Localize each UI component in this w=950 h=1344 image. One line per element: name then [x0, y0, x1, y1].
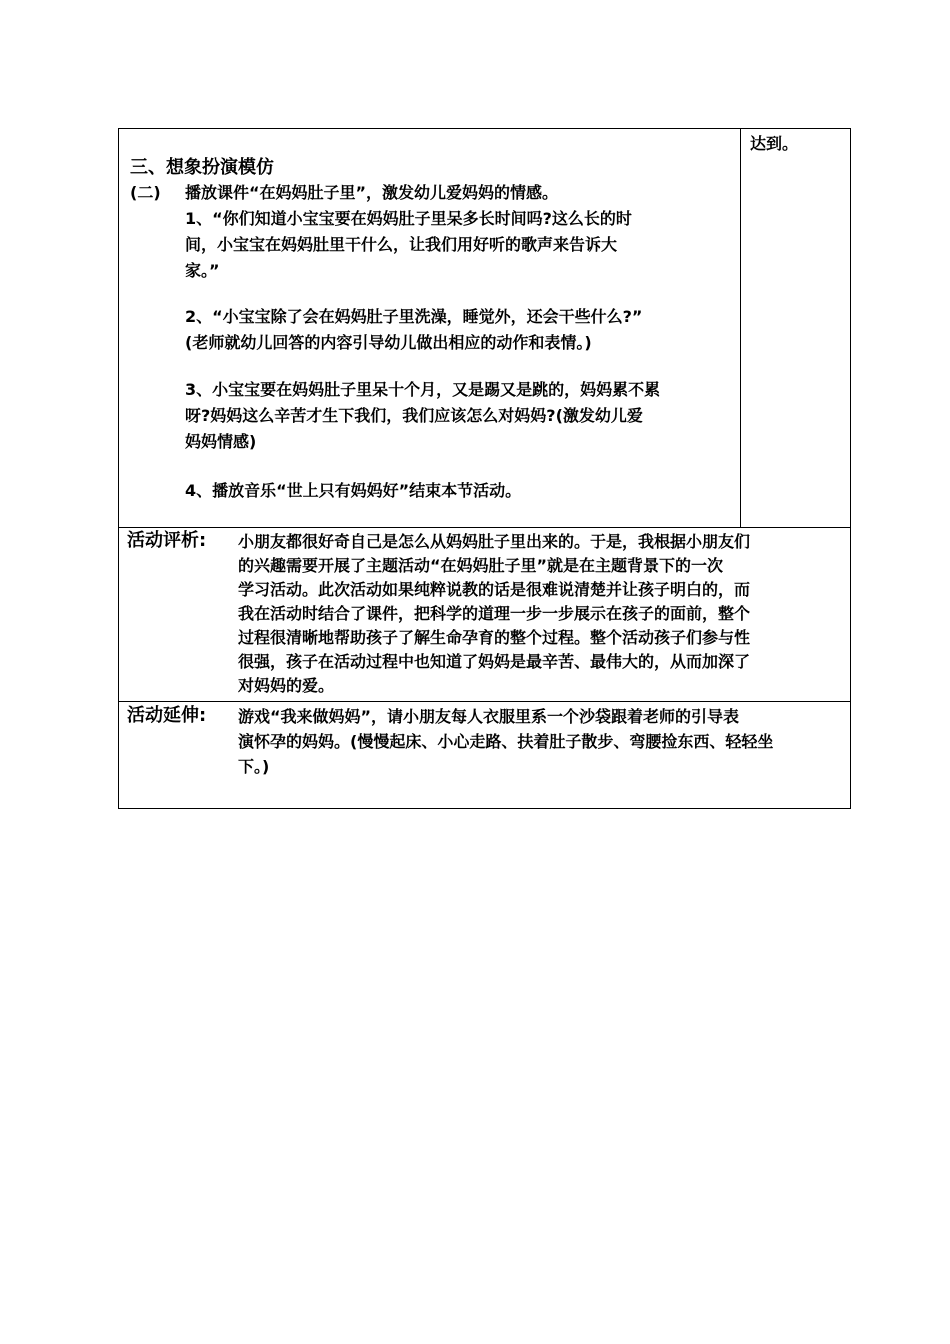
extension-line: 演怀孕的妈妈。(慢慢起床、小心走路、扶着肚子散步、弯腰捡东西、轻轻坐: [238, 732, 774, 751]
item1-line2: 间，小宝宝在妈妈肚里干什么，让我们用好听的歌声来告诉大: [185, 235, 618, 254]
extension-line: 下。): [238, 757, 270, 776]
evaluation-line: 很强，孩子在活动过程中也知道了妈妈是最辛苦、最伟大的，从而加深了: [238, 652, 751, 671]
extension-line: 游戏“我来做妈妈”，请小朋友每人衣服里系一个沙袋跟着老师的引导表: [238, 707, 740, 726]
item3-line2: 呀?妈妈这么辛苦才生下我们，我们应该怎么对妈妈?(激发幼儿爱: [185, 406, 643, 425]
evaluation-label: 活动评析:: [127, 530, 207, 551]
evaluation-line: 过程很清晰地帮助孩子了解生命孕育的整个过程。整个活动孩子们参与性: [238, 628, 751, 647]
right-note: 达到。: [750, 134, 799, 153]
item2-line1: 2、“小宝宝除了会在妈妈肚子里洗澡，睡觉外，还会干些什么?”: [185, 307, 643, 326]
evaluation-line: 对妈妈的爱。: [238, 676, 335, 695]
section-title: 三、想象扮演模仿: [130, 157, 274, 178]
row-divider-2: [119, 701, 850, 702]
row-divider-1: [119, 527, 850, 528]
item4: 4、播放音乐“世上只有妈妈好”结束本节活动。: [185, 481, 522, 500]
extension-label: 活动延伸:: [127, 705, 207, 726]
item1-line1: 1、“你们知道小宝宝要在妈妈肚子里呆多长时间吗?这么长的时: [185, 209, 632, 228]
item2-line2: (老师就幼儿回答的内容引导幼儿做出相应的动作和表情。): [185, 333, 592, 352]
sub-text: 播放课件“在妈妈肚子里”，激发幼儿爱妈妈的情感。: [185, 183, 559, 202]
evaluation-line: 小朋友都很好奇自己是怎么从妈妈肚子里出来的。于是，我根据小朋友们: [238, 532, 751, 551]
sub-label: (二): [130, 183, 161, 202]
item3-line3: 妈妈情感): [185, 432, 257, 451]
evaluation-line: 学习活动。此次活动如果纯粹说教的话是很难说清楚并让孩子明白的，而: [238, 580, 751, 599]
column-divider: [740, 129, 741, 528]
lesson-table: [118, 128, 851, 809]
evaluation-line: 的兴趣需要开展了主题活动“在妈妈肚子里”就是在主题背景下的一次: [238, 556, 724, 575]
item1-line3: 家。”: [185, 261, 220, 280]
evaluation-line: 我在活动时结合了课件，把科学的道理一步一步展示在孩子的面前，整个: [238, 604, 751, 623]
item3-line1: 3、小宝宝要在妈妈肚子里呆十个月，又是踢又是跳的，妈妈累不累: [185, 380, 661, 399]
